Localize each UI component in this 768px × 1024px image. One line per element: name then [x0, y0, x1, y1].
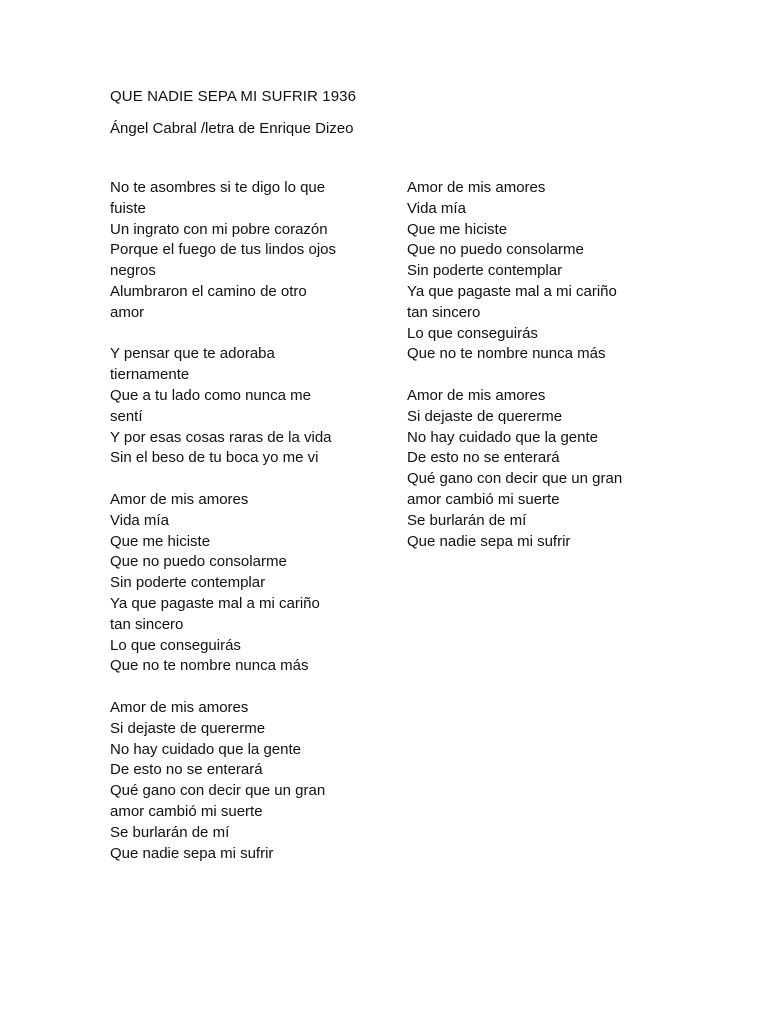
lyrics-stanza	[110, 344, 370, 469]
lyrics-stanza	[110, 698, 370, 864]
lyric-line: tan sincero	[110, 615, 184, 633]
lyric-line: No te asombres si te digo lo que	[110, 179, 326, 196]
lyric-line: De esto no se enterará	[407, 449, 560, 467]
lyric-line: Amor de mis amores	[110, 490, 249, 508]
lyrics-stanza	[110, 178, 370, 324]
lyric-line: amor cambió mi suerte	[407, 490, 560, 508]
lyric-line: Ya que pagaste mal a mi cariño	[110, 594, 320, 612]
lyric-line: Se burlarán de mí	[110, 823, 230, 841]
lyric-line: tan sincero	[407, 303, 481, 321]
lyrics-stanza	[407, 178, 657, 365]
lyric-line: Amor de mis amores	[407, 386, 546, 404]
lyric-line: Un ingrato con mi pobre corazón	[110, 220, 328, 238]
lyric-line: Qué gano con decir que un gran	[407, 470, 623, 488]
lyric-line: No hay cuidado que la gente	[407, 428, 598, 446]
lyric-line: Que no te nombre nunca más	[407, 345, 606, 363]
song-title: QUE NADIE SEPA MI SUFRIR 1936	[110, 88, 357, 105]
lyrics-left-column	[110, 178, 370, 864]
lyric-line: Amor de mis amores	[407, 179, 546, 196]
lyric-line: Si dejaste de quererme	[407, 407, 563, 425]
lyric-line: Que a tu lado como nunca me	[110, 386, 311, 404]
lyric-line: Alumbraron el camino de otro	[110, 282, 307, 300]
lyric-line: Y pensar que te adoraba	[110, 345, 275, 363]
lyric-line: Sin poderte contemplar	[110, 574, 266, 592]
lyric-line: Lo que conseguirás	[110, 636, 241, 654]
lyric-line: Qué gano con decir que un gran	[110, 782, 326, 800]
lyric-line: Que nadie sepa mi sufrir	[110, 844, 274, 862]
lyric-line: amor	[110, 303, 145, 321]
lyrics-right-column	[407, 178, 657, 552]
lyric-line: De esto no se enterará	[110, 761, 263, 779]
lyric-line: Vida mía	[407, 199, 466, 217]
lyric-line: amor cambió mi suerte	[110, 802, 263, 820]
lyrics-stanza	[110, 490, 370, 677]
lyric-line: negros	[110, 262, 156, 280]
song-credits: Ángel Cabral /letra de Enrique Dizeo	[110, 120, 354, 137]
lyric-line: Que no te nombre nunca más	[110, 657, 309, 675]
lyric-line: sentí	[110, 407, 143, 425]
lyric-line: Porque el fuego de tus lindos ojos	[110, 241, 336, 259]
lyric-line: Que no puedo consolarme	[407, 241, 584, 259]
lyric-line: Sin poderte contemplar	[407, 262, 563, 280]
lyric-line: Amor de mis amores	[110, 698, 249, 716]
lyric-line: Se burlarán de mí	[407, 511, 527, 529]
lyric-line: No hay cuidado que la gente	[110, 740, 301, 758]
lyric-line: Lo que conseguirás	[407, 324, 538, 342]
lyric-line: Que me hiciste	[110, 532, 211, 550]
lyric-line: Vida mía	[110, 511, 169, 529]
lyric-line: Que no puedo consolarme	[110, 553, 287, 571]
lyric-line: Ya que pagaste mal a mi cariño	[407, 282, 617, 300]
lyric-line: Que me hiciste	[407, 220, 508, 238]
lyric-line: fuiste	[110, 199, 146, 217]
lyric-line: Y por esas cosas raras de la vida	[110, 428, 332, 446]
lyric-line: tiernamente	[110, 366, 190, 384]
lyric-line: Si dejaste de quererme	[110, 719, 266, 737]
lyric-line: Sin el beso de tu boca yo me vi	[110, 449, 319, 467]
lyric-line: Que nadie sepa mi sufrir	[407, 532, 571, 550]
lyrics-stanza	[407, 386, 657, 552]
